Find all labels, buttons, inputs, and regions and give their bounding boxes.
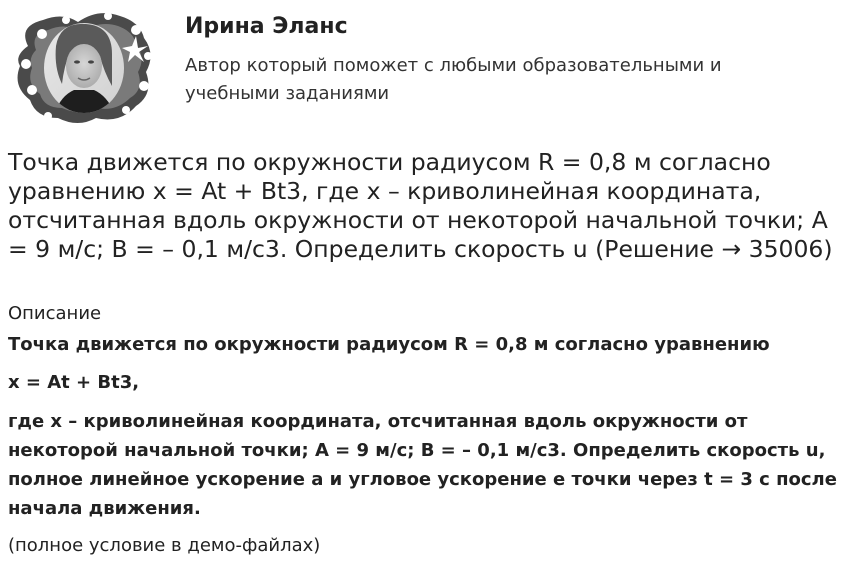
description-paragraph: где x – криволинейная координата, отсчитанная вдоль окружности от некоторой начальной точки; A = 9 м/с; B = – 0,1 м/с3. Определить скорость u, полное линейное ускорение a и угловое ускорение e точки через t = 3 с после начала движения. <box>8 411 837 519</box>
description-paragraph: x = At + Bt3, <box>8 372 140 393</box>
description-body <box>8 332 838 523</box>
author-block <box>8 6 838 131</box>
demo-files-note: (полное условие в демо-файлах) <box>8 535 321 556</box>
author-avatar[interactable] <box>8 6 158 128</box>
author-name[interactable]: Ирина Эланс <box>185 14 348 39</box>
task-title: Точка движется по окружности радиусом R = 0,8 м согласно уравнению x = At + Bt3, где x – криволинейная координата, отсчитанная вдоль окружности от некоторой начальной точки; A = 9 м/с; B = – 0,1 м/с3. Определить скорость u (Решение → 35006) <box>8 148 833 263</box>
description-label: Описание <box>8 303 102 324</box>
author-description: Автор который поможет с любыми образовательными и учебными заданиями <box>185 55 722 104</box>
description-paragraph: Точка движется по окружности радиусом R = 0,8 м согласно уравнению <box>8 334 770 355</box>
